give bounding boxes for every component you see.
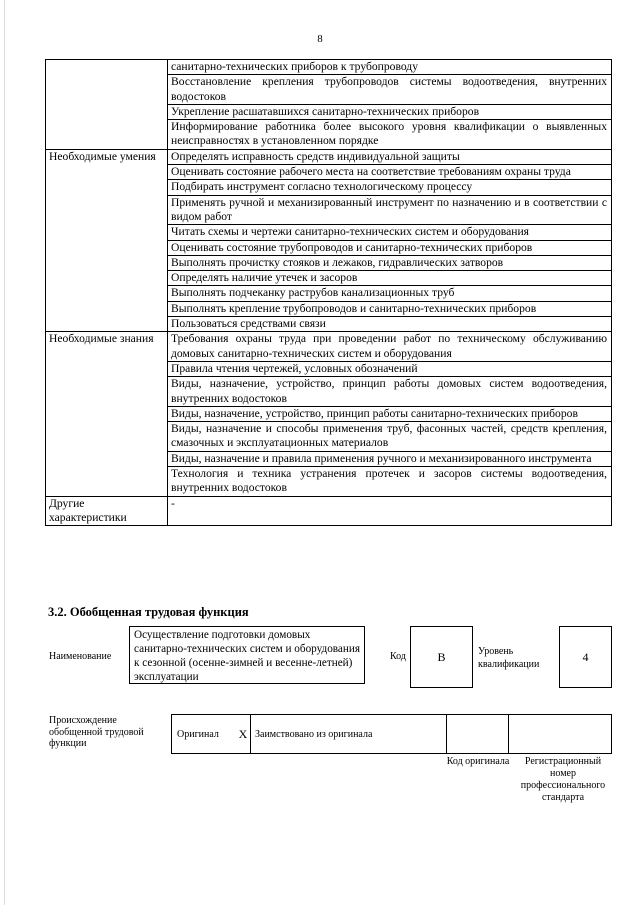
- item-cell: Восстановление крепления трубопроводов системы водоотведения, внутренних водостоков: [168, 75, 612, 105]
- item-cell: -: [168, 496, 612, 526]
- item-cell: Читать схемы и чертежи санитарно-технических систем и оборудования: [168, 225, 612, 240]
- item-cell: Требования охраны труда при проведении работ по техническому обслуживанию домовых санитарно-технических систем и оборудования: [168, 332, 612, 362]
- qualification-level-box: 4: [559, 626, 612, 688]
- qualification-level-label: Уровень квалификации: [478, 646, 540, 670]
- item-cell: Выполнять крепление трубопроводов и санитарно-технических приборов: [168, 301, 612, 316]
- table-row: [46, 496, 612, 526]
- origin-table: [171, 714, 612, 754]
- item-cell: Пользоваться средствами связи: [168, 317, 612, 332]
- table-row: [46, 332, 612, 362]
- item-cell: Оценивать состояние трубопроводов и санитарно-технических приборов: [168, 240, 612, 255]
- code-label: Код: [390, 651, 406, 662]
- item-cell: Виды, назначение и правила применения ручного и механизированного инструмента: [168, 451, 612, 466]
- table-row: [46, 149, 612, 164]
- item-cell: Применять ручной и механизированный инструмент по назначению и в соответствии с видом работ: [168, 195, 612, 225]
- item-cell: Укрепление расшатавшихся санитарно-технических приборов: [168, 104, 612, 119]
- category-cell: [46, 60, 168, 150]
- page-number: 8: [317, 33, 323, 45]
- name-label: Наименование: [49, 651, 112, 662]
- category-cell: Другие характеристики: [46, 496, 168, 526]
- item-cell: Оценивать состояние рабочего места на соответствие требованиям охраны труда: [168, 165, 612, 180]
- category-cell: Необходимые умения: [46, 149, 168, 332]
- table-row: [46, 60, 612, 75]
- code-value-box: B: [410, 626, 473, 688]
- origin-code-caption: Код оригинала: [446, 756, 510, 767]
- origin-code-cell: [447, 715, 509, 754]
- item-cell: санитарно-технических приборов к трубопроводу: [168, 60, 612, 75]
- origin-row: [172, 715, 612, 754]
- item-cell: Виды, назначение, устройство, принцип работы санитарно-технических приборов: [168, 406, 612, 421]
- item-cell: Выполнять прочистку стояков и лежаков, гидравлических затворов: [168, 255, 612, 270]
- item-cell: Виды, назначение и способы применения труб, фасонных частей, средств крепления, смазочных и эксплуатационных материалов: [168, 422, 612, 452]
- reg-number-caption: Регистрационный номер профессионального стандарта: [520, 756, 606, 803]
- borrowed-label: Заимствовано из оригинала: [251, 715, 447, 754]
- category-cell: Необходимые знания: [46, 332, 168, 496]
- item-cell: Виды, назначение, устройство, принцип работы домовых систем водоотведения, внутренних водостоков: [168, 377, 612, 407]
- item-cell: Определять исправность средств индивидуальной защиты: [168, 149, 612, 164]
- competency-table-body: [46, 60, 612, 526]
- item-cell: Информирование работника более высокого уровня квалификации о выявленных неисправностях в установленном порядке: [168, 120, 612, 150]
- section-title: 3.2. Обобщенная трудовая функция: [48, 605, 249, 619]
- item-cell: Правила чтения чертежей, условных обозначений: [168, 361, 612, 376]
- origin-label: Происхождение обобщенной трудовой функции: [49, 715, 144, 749]
- item-cell: Технология и техника устранения протечек и засоров системы водоотведения, внутренних водостоков: [168, 467, 612, 497]
- reg-number-cell: [509, 715, 612, 754]
- original-label: Оригинал: [172, 715, 237, 754]
- original-mark: X: [236, 715, 251, 754]
- item-cell: Выполнять подчеканку раструбов канализационных труб: [168, 286, 612, 301]
- item-cell: Подбирать инструмент согласно технологическому процессу: [168, 180, 612, 195]
- page-edge-line: [4, 0, 5, 905]
- function-name-box: Осуществление подготовки домовых санитарно-технических систем и оборудования к сезонной (осенне-зимней и весенне-летней) эксплуатации: [129, 626, 365, 684]
- competency-table: [45, 59, 612, 526]
- item-cell: Определять наличие утечек и засоров: [168, 271, 612, 286]
